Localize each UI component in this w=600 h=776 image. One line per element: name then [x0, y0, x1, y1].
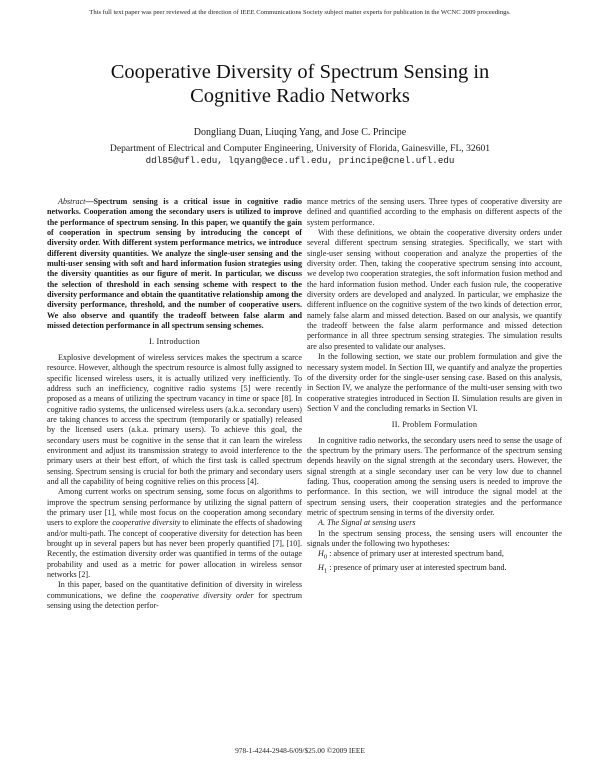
authors: Dongliang Duan, Liuqing Yang, and Jose C. Principe — [193, 127, 407, 138]
right-paragraph-1: mance metrics of the sensing users. Three types of cooperative diversity are defined and quantified according to the emphasis on different aspects of the system performance. — [307, 197, 562, 227]
intro-p2-text-a: Among current works on spectrum sensing, some focus on algorithms to improve the spectrum sensing performance by utilizing the signal pattern of the primary user [1], while most focus on the cooperation among secondary users to explore the — [47, 487, 302, 528]
intro-paragraph-2 — [47, 487, 302, 580]
hypothesis-h1 — [307, 563, 562, 577]
h0-text: : absence of primary user at interested spectrum band, — [327, 549, 504, 559]
title-line-2: Cognitive Radio Networks — [190, 85, 410, 107]
right-column — [307, 197, 562, 577]
intro-p3-text-a: In this paper, based on the quantitative definition of diversity in wireless communications, we define the — [47, 580, 302, 600]
abstract-lead: Abstract — [58, 197, 86, 206]
copyright-footer: 978-1-4244-2948-6/09/$25.00 ©2009 IEEE — [235, 746, 365, 755]
abstract — [47, 197, 302, 331]
intro-p2-emphasis: cooperative diversity — [112, 518, 181, 528]
problem-paragraph-1: In cognitive radio networks, the secondary users need to sense the usage of the spectrum by the primary users. The performance of the spectrum sensing depends heavily on the signal strength at the secondary users. However, the signal strength at a single secondary user can be very low due to channel fading. Thus, cooperation among the sensing users is needed to improve the performance. In this section, we will introduce the signal model at the spectrum sensing users, their cooperation strategies and the performance metric of spectrum sensing in terms of the diversity order. — [307, 435, 562, 517]
h1-symbol: H — [318, 563, 324, 573]
intro-p3-text-b: for spectrum sensing using the detection perfor- — [47, 590, 302, 611]
intro-p3-emphasis: cooperative diversity order — [160, 590, 254, 600]
paper-title — [40, 60, 560, 108]
h1-subscript: 1 — [323, 567, 328, 575]
right-paragraph-2: With these definitions, we obtain the cooperative diversity orders under several different spectrum sensing strategies. Specifically, we start with single-user sensing without cooperation and analyze the properties of the diversity order. Then, taking the cooperative spectrum sensing into account, we develop two cooperation strategies, the soft information fusion method and the hard information fusion method. Under each fusion rule, the cooperative diversity orders are developed and analyzed. In particular, we emphasize the different influence on the cognitive system of the two kinds of detection error, namely false alarm and missed detection. Based on our analysis, we quantify the tradeoff between the false alarm performance and missed detection performance in all three spectrum sensing strategies. The simulation results are also presented to validate our analyses. — [307, 228, 562, 351]
subsection-heading-signal: A. The Signal at sensing users — [318, 518, 416, 528]
intro-paragraph-3 — [47, 580, 302, 611]
h0-subscript: 0 — [323, 553, 328, 561]
hypothesis-h0 — [307, 549, 562, 563]
peer-review-note: This full text paper was peer reviewed at the direction of IEEE Communications Society subject matter experts for publication in the WCNC 2009 proceedings. — [89, 9, 511, 16]
right-paragraph-3: In the following section, we state our problem formulation and give the necessary system model. In Section III, we quantify and analyze the properties of the diversity order for the single-user sensing case. Based on this analysis, in Section IV, we analyze the performance of the multi-user sensing with two cooperative strategies introduced in Section II. Simulation results are given in Section V and the concluding remarks in Section VI. — [307, 352, 562, 413]
section-heading-introduction: I. Introduction — [149, 337, 200, 347]
title-line-1: Cooperative Diversity of Spectrum Sensing in — [110, 61, 490, 83]
left-column — [47, 197, 302, 611]
affiliation: Department of Electrical and Computer Engineering, University of Florida, Gainesville, FL, 32601 — [109, 143, 491, 154]
h0-symbol: H — [318, 549, 324, 559]
section-heading-problem-formulation: II. Problem Formulation — [391, 420, 478, 430]
author-emails: ddl85@ufl.edu, lqyang@ece.ufl.edu, principe@cnel.ufl.edu — [145, 155, 455, 166]
intro-p2-text-b: to eliminate the effects of shadowing and/or multi-path. The concept of cooperative diversity for detection has been brought up in several papers but has never been properly quantified [7], [10]. Recently, the estimation diversity order was quantified in terms of the outage probability and used as a metric for power allocation in wireless sensor networks [2]. — [47, 518, 303, 580]
subsection-paragraph-1: In the spectrum sensing process, the sensing users will encounter the signals under the following two hypotheses: — [307, 528, 562, 548]
abstract-text: —Spectrum sensing is a critical issue in cognitive radio networks. Cooperation among the secondary users is utilized to improve the performance of spectrum sensing. In this paper, we quantify the gain of cooperation in spectrum sensing by introducing the concept of diversity order. With different system performance metrics, we introduce different diversity quantities. We analyze the single-user sensing and the multi-user sensing with soft and hard information fusion strategies using the diversity quantities as our figure of merit. In particular, we discuss the selection of threshold in each sensing scheme with respect to the diversity performance and obtain the quantitative relationship among the diversity performance, threshold, and the number of cooperative users. We also observe and quantify the tradeoff between false alarm and missed detection performance in all spectrum sensing schemes. — [47, 197, 302, 331]
intro-paragraph-1: Explosive development of wireless services makes the spectrum a scarce resource. However, although the spectrum resource is almost fully assigned to specific licensed wireless users, it is actually utilized very inefficiently. To address such an inefficiency, cognitive radio systems [5] were recently proposed as a means of utilizing the spectrum vacancy in time or space [8]. In cognitive radio systems, the unlicensed wireless users (a.k.a. secondary users) are taking chances to access the spectrum (temporarily or spatially) released by the licensed users (a.k.a. primary users). To achieve this goal, the secondary users must be cognitive in the sense that it can learn the wireless environment and adjust its transmission strategy to avoid interference to the primary users at their best effort, of which the first task is called spectrum sensing. Spectrum sensing is crucial for both the primary and secondary users and all the capability of being cognitive relies on this process [4]. — [47, 352, 302, 486]
h1-text: : presence of primary user at interested spectrum band. — [327, 563, 507, 573]
